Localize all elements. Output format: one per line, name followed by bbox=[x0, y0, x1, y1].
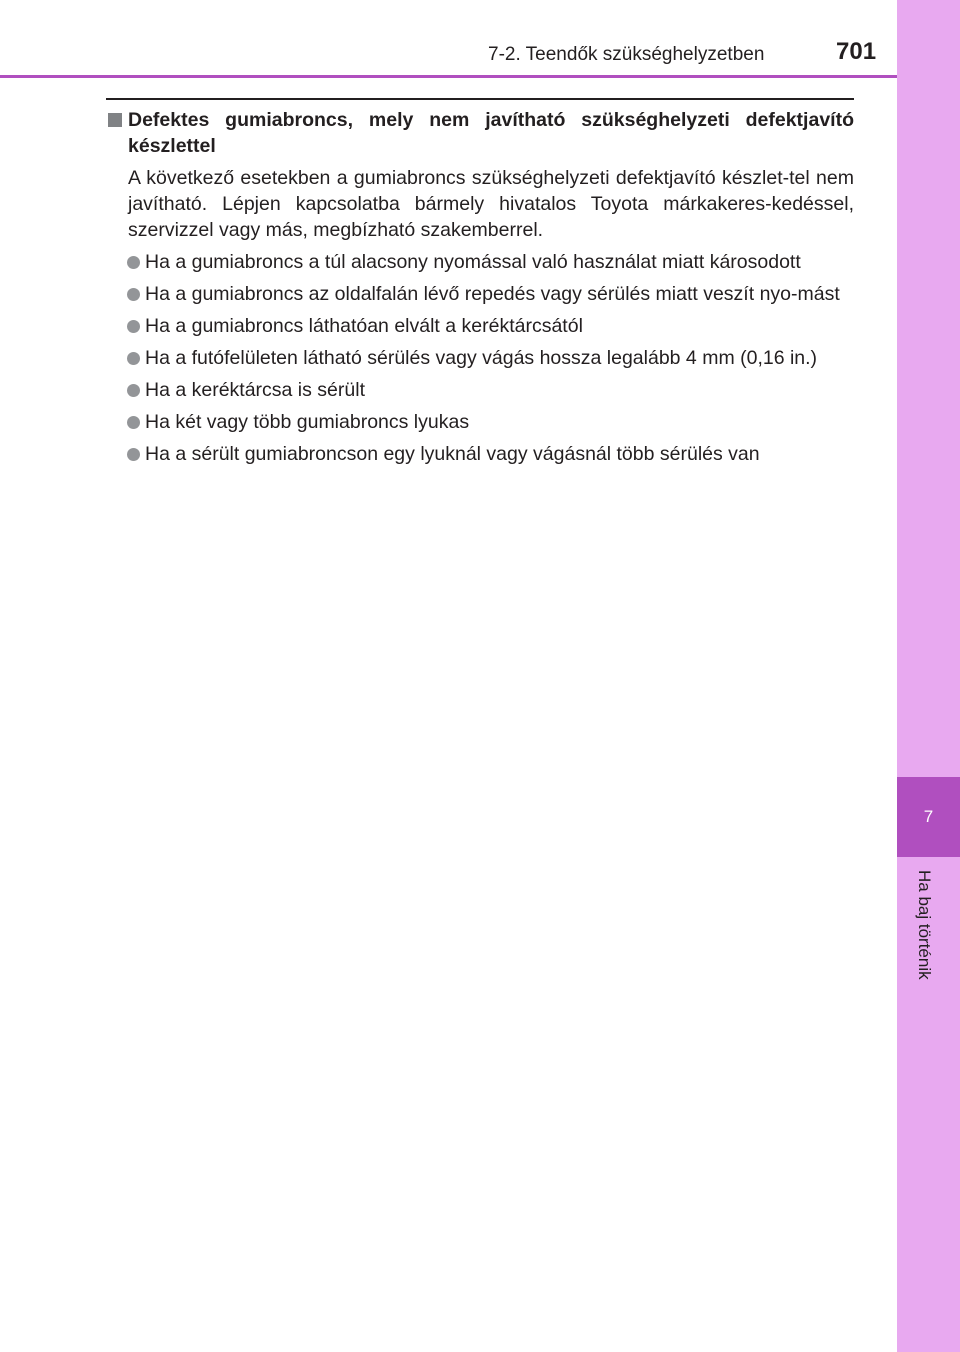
list-item-text: Ha a sérült gumiabroncson egy lyuknál vagy vágásnál több sérülés van bbox=[145, 443, 760, 465]
list-item-text: Ha a gumiabroncs a túl alacsony nyomással való használat miatt károsodott bbox=[145, 251, 801, 273]
main-content bbox=[106, 107, 854, 467]
condition-list bbox=[106, 249, 854, 467]
header-divider bbox=[0, 75, 897, 78]
list-item-text: Ha két vagy több gumiabroncs lyukas bbox=[145, 411, 470, 433]
section-heading bbox=[106, 107, 854, 159]
page-number: 701 bbox=[836, 38, 877, 65]
circle-bullet-icon bbox=[127, 448, 140, 461]
chapter-number: 7 bbox=[923, 807, 934, 826]
list-item bbox=[106, 441, 854, 467]
circle-bullet-icon bbox=[127, 288, 140, 301]
list-item-text: Ha a gumiabroncs láthatóan elvált a keréktárcsától bbox=[145, 315, 583, 337]
list-item bbox=[106, 345, 854, 371]
list-item bbox=[106, 249, 854, 275]
circle-bullet-icon bbox=[127, 384, 140, 397]
list-item bbox=[106, 377, 854, 403]
circle-bullet-icon bbox=[127, 352, 140, 365]
section-top-rule bbox=[106, 98, 854, 100]
square-bullet-icon bbox=[108, 113, 122, 127]
section-intro: A következő esetekben a gumiabroncs szükséghelyzeti defektjavító készlet-tel nem javítható. Lépjen kapcsolatba bármely hivatalos Toyota márkakeres-kedéssel, szervizzel vagy más, megbízható szakemberrel. bbox=[128, 167, 854, 241]
header-section-title: 7-2. Teendők szükséghelyzetben bbox=[488, 44, 765, 65]
circle-bullet-icon bbox=[127, 320, 140, 333]
circle-bullet-icon bbox=[127, 416, 140, 429]
list-item bbox=[106, 409, 854, 435]
chapter-number-tab bbox=[897, 777, 960, 857]
section-heading-text: Defektes gumiabroncs, mely nem javítható szükséghelyzeti defektjavító készlettel bbox=[128, 109, 854, 157]
chapter-title: Ha baj történik bbox=[915, 870, 934, 980]
chapter-side-strip bbox=[897, 0, 960, 1352]
list-item bbox=[106, 313, 854, 339]
list-item bbox=[106, 281, 854, 307]
list-item-text: Ha a gumiabroncs az oldalfalán lévő repedés vagy sérülés miatt veszít nyo-mást bbox=[145, 283, 840, 305]
list-item-text: Ha a futófelületen látható sérülés vagy vágás hossza legalább 4 mm (0,16 in.) bbox=[145, 347, 818, 369]
circle-bullet-icon bbox=[127, 256, 140, 269]
list-item-text: Ha a keréktárcsa is sérült bbox=[145, 379, 365, 401]
